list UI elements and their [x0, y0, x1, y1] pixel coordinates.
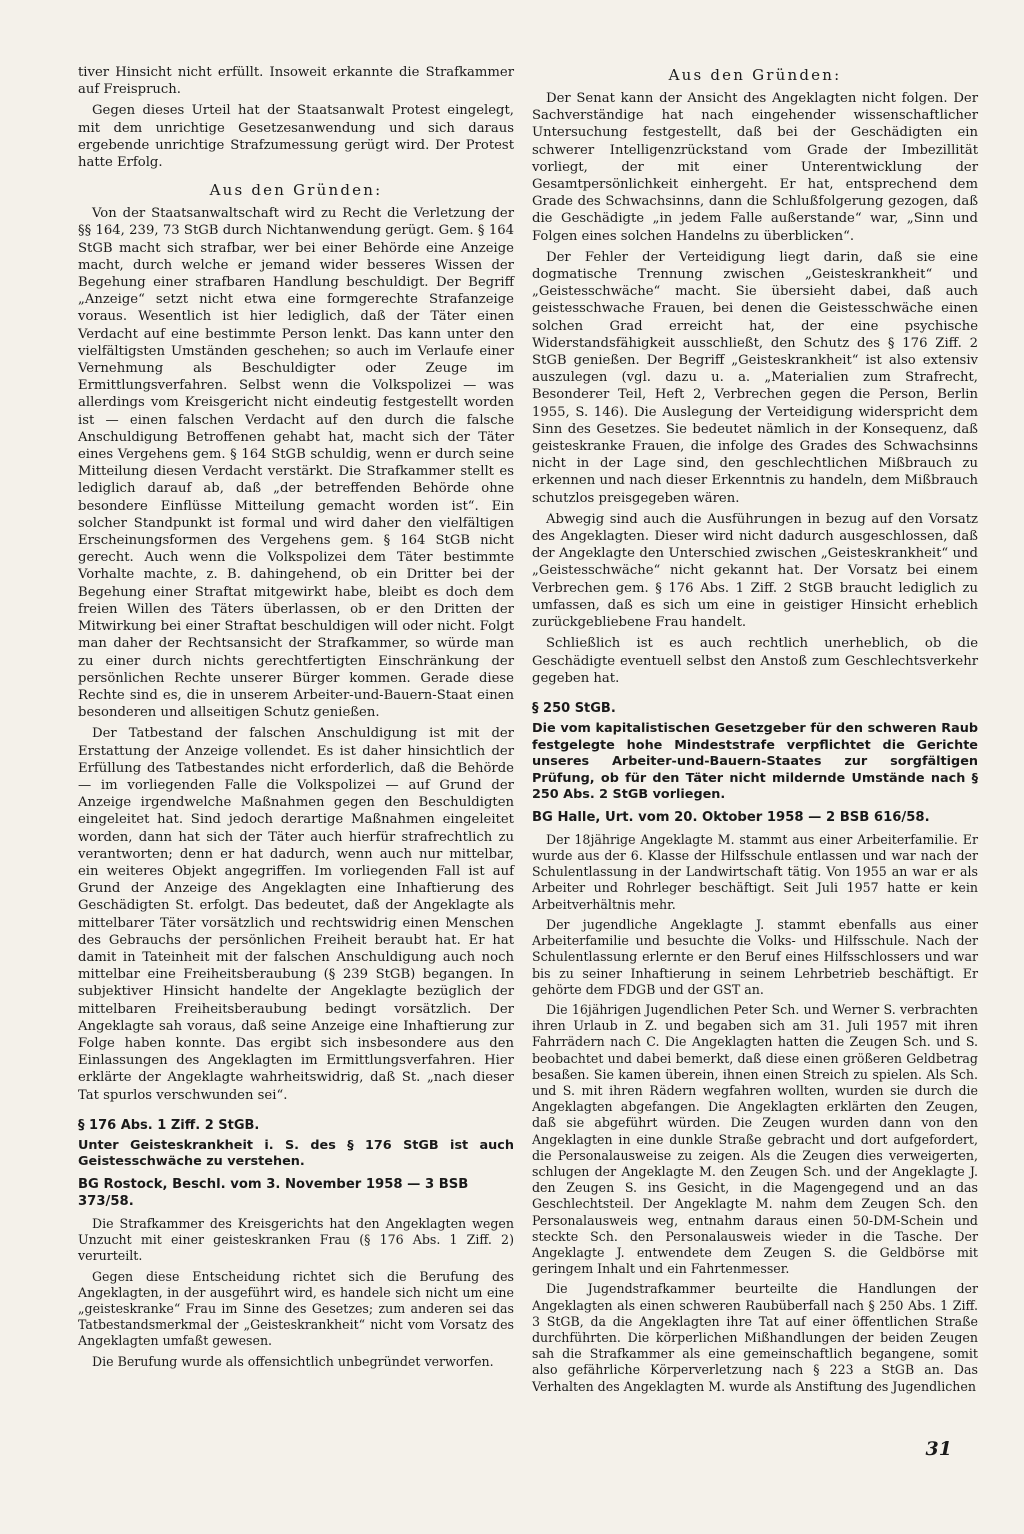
case-facts — [532, 832, 978, 1395]
law-reference: § 176 Abs. 1 Ziff. 2 StGB. — [78, 1117, 260, 1133]
paragraph: tiver Hinsicht nicht erfüllt. Insoweit erkannte die Strafkammer auf Freispruch. — [78, 65, 514, 98]
court-citation: BG Rostock, Beschl. vom 3. November 1958 — 3 BSB 373/58. — [78, 1176, 469, 1209]
section-heading: Aus den Gründen: — [209, 181, 383, 200]
holding-headnote: Unter Geisteskrankheit i. S. des § 176 StGB ist auch Geistesschwäche zu verstehen. — [78, 1137, 514, 1170]
right-column — [532, 64, 978, 1399]
page-number: 31 — [925, 1438, 952, 1460]
paragraph: Von der Staatsanwaltschaft wird zu Recht die Verletzung der §§ 164, 239, 73 StGB durch Nichtanwendung gerügt. Gem. § 164 StGB macht sich strafbar, wer bei einer Behörde eine Anzeige macht, durch welche er jemand wider besseres Wissen der Begehung einer strafbaren Handlung beschuldigt. Der Begriff „Anzeige“ setzt nicht etwa eine formgerechte Strafanzeige voraus. Wesentlich ist hier lediglich, daß der Täter einen Verdacht auf eine bestimmte Person lenkt. Das kann unter den vielfältigsten Umständen geschehen; so auch im Verlaufe einer Vernehmung als Beschuldigter oder Zeuge im Ermittlungsverfahren. Selbst wenn die Volkspolizei — was allerdings vom Kreisgericht nicht eindeutig festgestellt worden ist — einen falschen Verdacht auf den durch die falsche Anschuldigung Betroffenen gehabt hat, macht sich der Täter eines Vergehens gem. § 164 StGB schuldig, wenn er durch seine Mitteilung diesen Verdacht verstärkt. Die Strafkammer stellt es lediglich darauf ab, daß „der betreffenden Behörde ohne besondere Einflüsse Mitteilung gemacht worden ist“. Ein solcher Standpunkt ist formal und wird daher den vielfältigen Erscheinungsformen des Vergehens gem. § 164 StGB nicht gerecht. Auch wenn die Volkspolizei dem Täter bestimmte Vorhalte machte, z. B. dahingehend, ob ein Dritter bei der Begehung einer Straftat mitgewirkt habe, bleibt es doch dem freien Willen des Täters überlassen, ob er den Dritten der Mitwirkung bei einer Straftat beschuldigen will oder nicht. Folgt man daher der Rechtsansicht der Strafkammer, so würde man zu einer durch nichts gerechtfertigten Einschränkung der persönlichen Rechte unserer Bürger kommen. Gerade diese Rechte sind es, die in unserem Arbeiter-und-Bauern-Staat einen besonderen und allseitigen Schutz genießen. — [78, 206, 514, 721]
paragraph: Der Tatbestand der falschen Anschuldigung ist mit der Erstattung der Anzeige vollendet. Es ist daher hinsichtlich der Erfüllung des Tatbestandes nicht erforderlich, daß die Behörde — im vorliegenden Falle die Volkspolizei — auf Grund der Anzeige irgendwelche Maßnahmen gegen den Beschuldigten eingeleitet hat. Sind jedoch derartige Maßnahmen eingeleitet worden, dann hat sich der Täter auch hierfür strafrechtlich zu verantworten; denn er hat dadurch, wenn auch nur mittelbar, ein weiteres Objekt angegriffen. Im vorliegenden Fall ist auf Grund der Anzeige des Angeklagten eine Inhaftierung des Geschädigten St. erfolgt. Das bedeutet, daß der Angeklagte als mittelbarer Täter vorsätzlich und rechtswidrig einen Menschen des Gebrauchs der persönlichen Freiheit beraubt hat. Er hat damit in Tateinheit mit der falschen Anschuldigung auch noch mittelbar eine Freiheitsberaubung (§ 239 StGB) begangen. In subjektiver Hinsicht handelte der Angeklagte bezüglich der mittelbaren Freiheitsberaubung bedingt vorsätzlich. Der Angeklagte sah voraus, daß seine Anzeige eine Inhaftierung zur Folge haben konnte. Das ergibt sich insbesondere aus den Einlassungen des Angeklagten im Ermittlungsverfahren. Hier erklärte der Angeklagte wahrheitswidrig, daß St. „nach dieser Tat spurlos verschwunden sei“. — [78, 726, 514, 1103]
holding-headnote: Die vom kapitalistischen Gesetzgeber für den schweren Raub festgelegte hohe Mindeststrafe verpflichtet die Gerichte unseres Arbeiter-und-Bauern-Staates zur sorgfältigen Prüfung, ob für den Täter nicht mildernde Umstände nach § 250 Abs. 2 StGB vorliegen. — [532, 720, 978, 803]
section-heading: Aus den Gründen: — [668, 66, 842, 84]
paragraph: Schließlich ist es auch rechtlich unerheblich, ob die Geschädigte eventuell selbst den Anstoß zum Geschlechtsverkehr gegeben hat. — [532, 636, 978, 686]
paragraph: Der Senat kann der Ansicht des Angeklagten nicht folgen. Der Sachverständige hat nach eingehender wissenschaftlicher Untersuchung festgestellt, daß bei der Geschädigten ein schwerer Intelligenzrückstand vom Grade der Imbezillität vorliegt, der mit einer Unterentwicklung der Gesamtpersönlichkeit einhergeht. Er hat, entsprechend dem Grade des Schwachsinns, dann die Schlußfolgerung gezogen, daß die Geschädigte „in jedem Falle außerstande“ war, „Sinn und Folgen eines solchen Handelns zu überblicken“. — [532, 91, 978, 244]
paragraph: Die Strafkammer des Kreisgerichts hat den Angeklagten wegen Unzucht mit einer geisteskranken Frau (§ 176 Abs. 1 Ziff. 2) verurteilt. — [78, 1215, 514, 1264]
court-citation: BG Halle, Urt. vom 20. Oktober 1958 — 2 BSB 616/58. — [532, 809, 930, 825]
paragraph: Abwegig sind auch die Ausführungen in bezug auf den Vorsatz des Angeklagten. Dieser wird nicht dadurch ausgeschlossen, daß der Angeklagte den Unterschied zwischen „Geisteskrankheit“ und „Geistesschwäche“ nicht gekannt hat. Der Vorsatz bei einem Verbrechen gem. § 176 Abs. 1 Ziff. 2 StGB braucht lediglich zu umfassen, daß es sich um eine in geistiger Hinsicht erheblich zurückgebliebene Frau handelt. — [532, 511, 978, 631]
paragraph: Die Jugendstrafkammer beurteilte die Handlungen der Angeklagten als einen schweren Raubüberfall nach § 250 Abs. 1 Ziff. 3 StGB, da die Angeklagten ihre Tat auf einer öffentlichen Straße durchführten. Die körperlichen Mißhandlungen der beiden Zeugen sah die Strafkammer als eine gemeinschaftlich begangene, somit also gefährliche Körperverletzung nach § 223 a StGB an. Das Verhalten des Angeklagten M. wurde als Anstiftung des Jugendlichen — [532, 1281, 978, 1394]
paragraph: Die 16jährigen Jugendlichen Peter Sch. und Werner S. verbrachten ihren Urlaub in Z. und begaben sich am 31. Juli 1957 mit ihren Fahrrädern nach C. Die Angeklagten hatten die Zeugen Sch. und S. beobachtet und dabei bemerkt, daß diese einen größeren Geldbetrag besaßen. Sie kamen überein, ihnen einen Streich zu spielen. Als Sch. und S. mit ihren Rädern wegfahren wollten, wurden sie durch die Angeklagten abgefangen. Die Angeklagten erklärten den Zeugen, daß sie abgeführt würden. Die Zeugen wurden dann von den Angeklagten in eine dunkle Straße gebracht und dort aufgefordert, die Personalausweise zu zeigen. Als die Zeugen dies verweigerten, schlugen der Angeklagte M. den Zeugen Sch. und der Angeklagte J. den Zeugen S. ins Gesicht, in die Magengegend und an das Geschlechtsteil. Der Angeklagte M. nahm dem Zeugen Sch. den Personalausweis weg, entnahm daraus einen 50-DM-Schein und steckte Sch. den Personalausweis wieder in die Tasche. Der Angeklagte J. entwendete dem Zeugen S. die Geldbörse mit geringem Inhalt und ein Fahrtenmesser. — [532, 1001, 978, 1277]
left-column — [78, 64, 514, 1374]
paragraph: Gegen diese Entscheidung richtet sich die Berufung des Angeklagten, in der ausgeführt wird, es handele sich nicht um eine „geisteskranke“ Frau im Sinne des Gesetzes; zum anderen sei das Tatbestandsmerkmal der „Geisteskrankheit“ nicht vom Vorsatz des Angeklagten umfaßt gewesen. — [78, 1268, 514, 1349]
law-reference: § 250 StGB. — [532, 700, 616, 716]
paragraph: Der Fehler der Verteidigung liegt darin, daß sie eine dogmatische Trennung zwischen „Geisteskrankheit“ und „Geistesschwäche“ macht. Sie übersieht dabei, daß auch geistesschwache Frauen, bei denen die Geistesschwäche einen solchen Grad erreicht hat, der eine psychische Widerstandsfähigkeit ausschließt, den Schutz des § 176 Ziff. 2 StGB genießen. Der Begriff „Geisteskrankheit“ ist also extensiv auszulegen (vgl. dazu u. a. „Materialien zum Strafrecht, Besonderer Teil, Heft 2, Verbrechen gegen die Person, Berlin 1955, S. 146). Die Auslegung der Verteidigung widerspricht dem Sinn des Gesetzes. Sie bedeutet nämlich in der Konsequenz, daß geisteskranke Frauen, die infolge des Grades des Schwachsinns nicht in der Lage sind, den geschlechtlichen Mißbrauch zu erkennen und nach dieser Erkenntnis zu handeln, dem Mißbrauch schutzlos preisgegeben wären. — [532, 249, 978, 506]
paragraph: Die Berufung wurde als offensichtlich unbegründet verworfen. — [92, 1353, 494, 1369]
paragraph: Der jugendliche Angeklagte J. stammt ebenfalls aus einer Arbeiterfamilie und besuchte die Volks- und Hilfsschule. Nach der Schulentlassung erlernte er den Beruf eines Hilfsschlossers und war bis zu seiner Inhaftierung in seinem Lehrbetrieb beschäftigt. Er gehörte dem FDGB und der GST an. — [532, 916, 978, 997]
paragraph: Der 18jährige Angeklagte M. stammt aus einer Arbeiterfamilie. Er wurde aus der 6. Klasse der Hilfsschule entlassen und war nach der Schulentlassung in der Landwirtschaft tätig. Von 1955 an war er als Arbeiter und Rohrleger beschäftigt. Seit Juli 1957 hatte er kein Arbeitverhältnis mehr. — [532, 831, 978, 912]
case-facts — [78, 1216, 514, 1370]
paragraph: Gegen dieses Urteil hat der Staatsanwalt Protest eingelegt, mit dem unrichtige Gesetzesanwendung und sich daraus ergebende unrichtige Strafzumessung gerügt wird. Der Protest hatte Erfolg. — [78, 103, 514, 171]
